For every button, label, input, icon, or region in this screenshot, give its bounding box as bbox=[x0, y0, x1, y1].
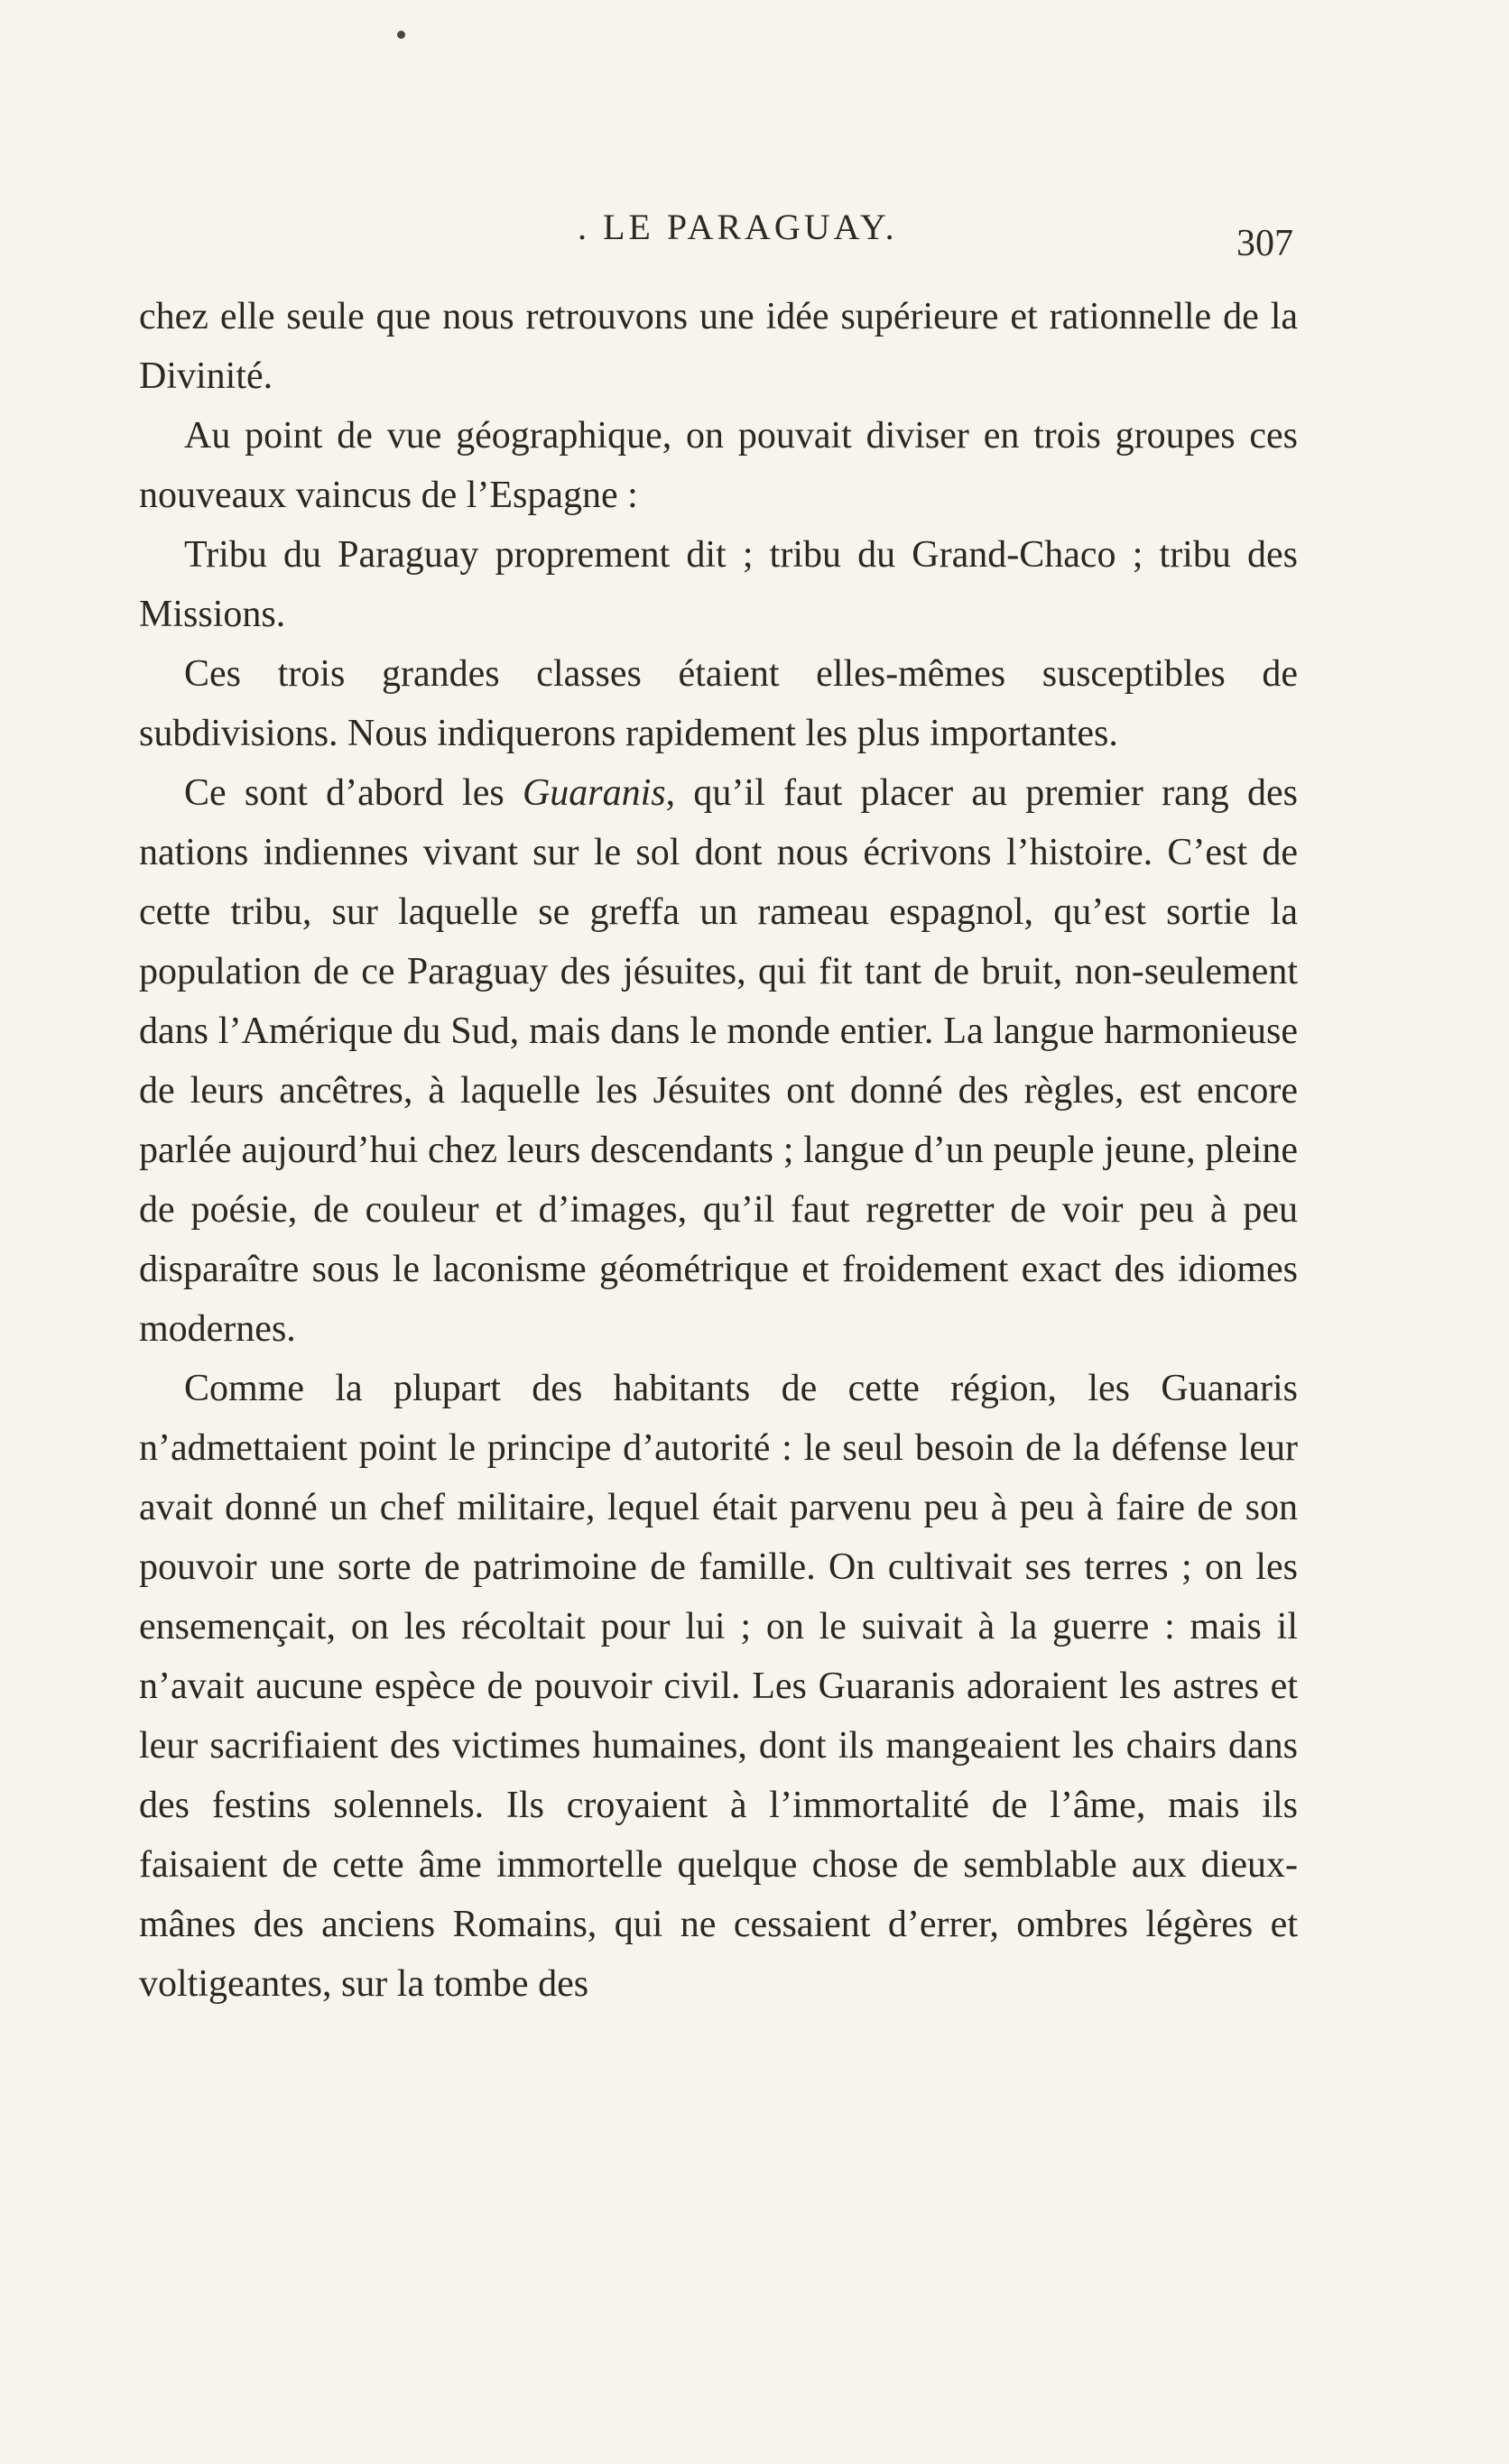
paragraph-text: Ce sont d’abord les bbox=[184, 772, 523, 814]
italic-term: Guaranis bbox=[522, 772, 666, 814]
paragraph bbox=[139, 1359, 1298, 2014]
paragraph bbox=[139, 644, 1298, 763]
ink-speck bbox=[397, 31, 405, 39]
paragraph-text: chez elle seule que nous retrouvons une idée supérieure et rationnelle de la Divinité. bbox=[139, 296, 1298, 397]
paragraph-text: Comme la plupart des habitants de cette région, les Guanaris n’admettaient point le principe d’autorité : le seul besoin de la défense leur avait donné un chef militaire, lequel était parvenu peu à peu à faire de son pouvoir une sorte de patrimoine de famille. On cultivait ses terres ; on les ensemençait, on les récoltait pour lui ; on le suivait à la guerre : mais il n’avait aucune espèce de pouvoir civil. Les Guaranis adoraient les astres et leur sacrifiaient des victimes humaines, dont ils mangeaient les chairs dans des festins solennels. Ils croyaient à l’immortalité de l’âme, mais ils faisaient de cette âme immortelle quelque chose de semblable aux dieux-mânes des anciens Romains, qui ne cessaient d’errer, ombres légères et voltigeantes, sur la tombe des bbox=[139, 1368, 1298, 2005]
paragraph-text: Au point de vue géographique, on pouvait diviser en trois groupes ces nouveaux vaincus de l’Espagne : bbox=[139, 415, 1298, 516]
paragraph-text: Ces trois grandes classes étaient elles-mêmes susceptibles de subdivisions. Nous indiquerons rapidement les plus importantes. bbox=[139, 653, 1298, 754]
paragraph bbox=[139, 763, 1298, 1359]
running-title: . LE PARAGUAY. bbox=[578, 207, 898, 247]
paragraph-text: Tribu du Paraguay proprement dit ; tribu du Grand-Chaco ; tribu des Missions. bbox=[139, 534, 1298, 635]
paragraph-text: , qu’il faut placer au premier rang des nations indiennes vivant sur le sol dont nous écrivons l’histoire. C’est de cette tribu, sur laquelle se greffa un rameau espagnol, qu’est sortie la population de ce Paraguay des jésuites, qui fit tant de bruit, non-seulement dans l’Amérique du Sud, mais dans le monde entier. La langue harmonieuse de leurs ancêtres, à laquelle les Jésuites ont donné des règles, est encore parlée aujourd’hui chez leurs descendants ; langue d’un peuple jeune, pleine de poésie, de couleur et d’images, qu’il faut regretter de voir peu à peu disparaître sous le laconisme géométrique et froidement exact des idiomes modernes. bbox=[139, 772, 1298, 1350]
paragraph bbox=[139, 287, 1298, 406]
page-number: 307 bbox=[1236, 223, 1293, 264]
paragraph bbox=[139, 525, 1298, 644]
paragraph bbox=[139, 406, 1298, 525]
body-text bbox=[139, 287, 1298, 2014]
